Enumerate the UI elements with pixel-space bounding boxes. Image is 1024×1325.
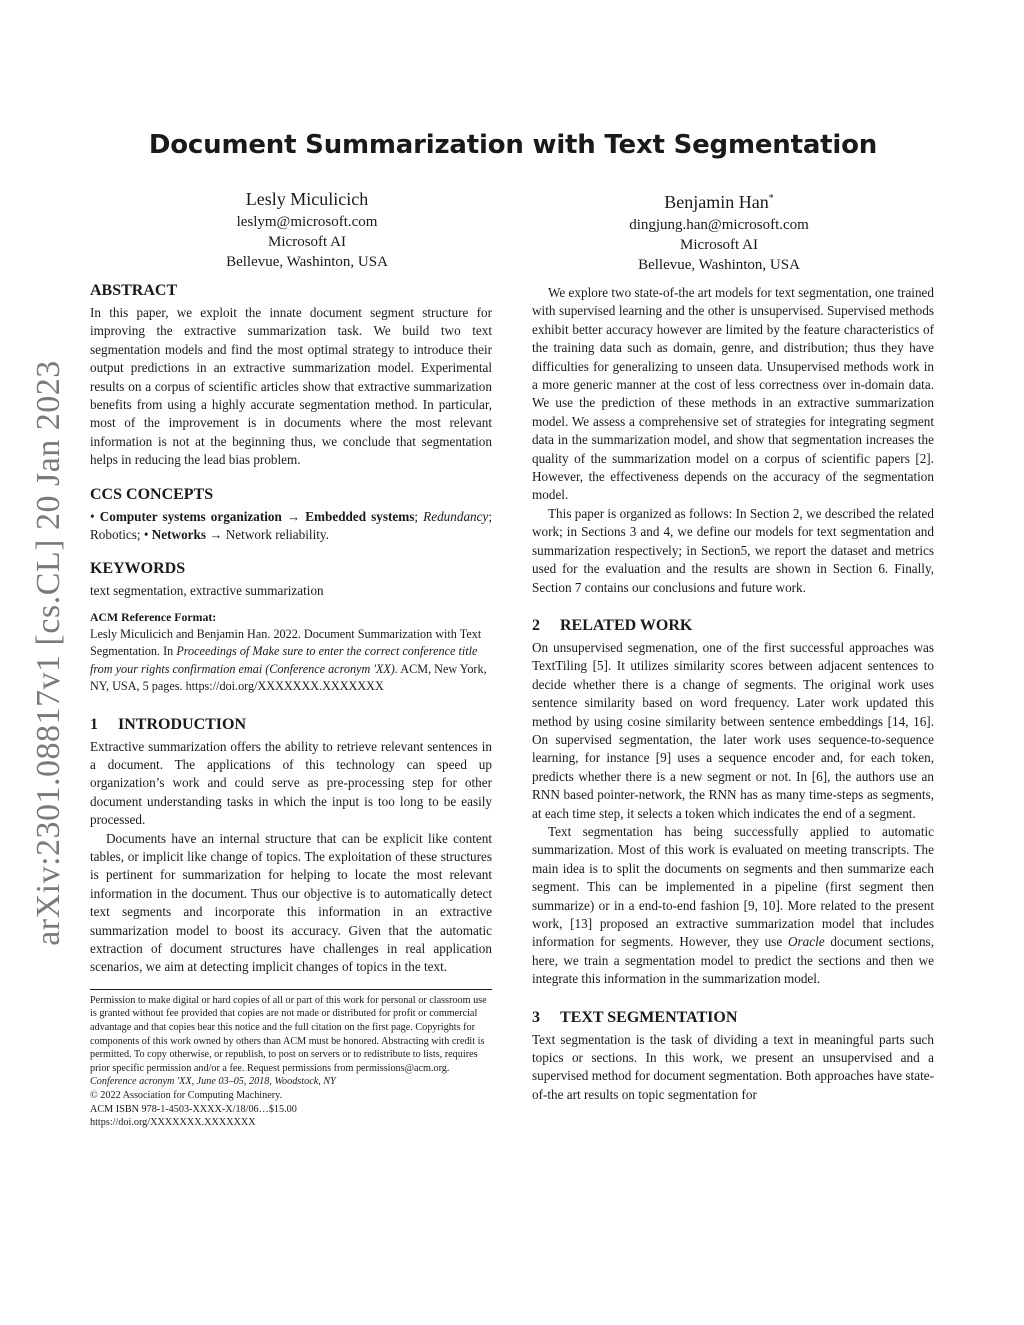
doi-link[interactable]: https://doi.org/XXXXXXX.XXXXXXX <box>90 1117 256 1129</box>
author-footnote-mark: * <box>768 193 774 204</box>
author-block-1 <box>127 186 487 272</box>
author-location: Bellevue, Washinton, USA <box>226 254 388 270</box>
permission-notice: Permission to make digital or hard copies of all or part of this work for personal or classroom use is granted without fee provided that copies are not made or distributed for profit or commercial advantage and that copies bear this notice and the full citation on the first page. Copyrights for components of this work owned by others than ACM must be honored. Abstracting with credit is permitted. To copy otherwise, or republish, to post on servers or to redistribute to lists, requires prior specific permission and/or a fee. Request permissions from permissions@acm.org. <box>90 994 487 1074</box>
related-work-heading: 2 RELATED WORK <box>532 616 693 634</box>
author-block-2 <box>539 186 899 275</box>
intro-continued-paragraph-1: We explore two state-of-the art models for text segmentation, one trained with supervised learning and the other is unsupervised. Supervised methods exhibit better accuracy however are limited by the feature characteristics of the training data such as domain, genre, and distribution; thus they have difficulties for generalizing to unseen data. Unsupervised methods work in a more generic manner at the cost of less correctness over in-domain data. We use the prediction of these methods in an extractive summarization model. We assess a comprehensive set of strategies for integrating segment data in the summarization model, and show that segmentation increases the quality of the summarization model on a corpus of scientific papers [2]. However, the effectiveness depends on the accuracy of the segmentation model. <box>532 285 935 503</box>
author-org: Microsoft AI <box>268 234 346 250</box>
author-org: Microsoft AI <box>680 237 758 253</box>
conference-info: Conference acronym 'XX, June 03–05, 2018, Woodstock, NY <box>90 1076 336 1088</box>
arxiv-id: arXiv:2301.08817v1 [cs.CL] 20 Jan 2023 <box>30 359 68 946</box>
isbn: ACM ISBN 978-1-4503-XXXX-X/18/06…$15.00 <box>90 1103 297 1115</box>
author-name: Benjamin Han* <box>664 192 774 212</box>
paper-title: Document Summarization with Text Segmentation <box>148 130 878 160</box>
left-column <box>90 280 492 1130</box>
introduction-paragraph-1: Extractive summarization offers the ability to retrieve relevant sentences in a document. The applications of this technology can speed up organization’s work and could serve as pre-processing step for other document understanding tasks in which the input is too long to be easily processed. <box>90 738 492 828</box>
right-column <box>532 284 934 1104</box>
abstract-heading: ABSTRACT <box>90 282 178 299</box>
text-segmentation-heading: 3 TEXT SEGMENTATION <box>532 1008 738 1026</box>
author-email[interactable]: leslym@microsoft.com <box>236 214 378 230</box>
author-location: Bellevue, Washinton, USA <box>638 257 800 273</box>
acm-reference-heading: ACM Reference Format: <box>90 609 217 624</box>
related-work-paragraph-2: Text segmentation has being successfully applied to automatic summarization. Most of this work is evaluated on meeting transcripts. The main idea is to split the documents on segments and then summarize each segment. This can be implemented in a pipeline (first segment then summarize) or in a end-to-end fashion [9, 10]. More related to the present work, [13] proposed an extractive summarization model that includes information for segments. However, they use Oracle document sections, here, we train a segmentation model to predict the sections and then we integrate this information in the summarization model. <box>532 823 934 987</box>
text-segmentation-paragraph: Text segmentation is the task of dividing a text in meaningful parts such topics or sections. In this work, we present an unsupervised and a supervised method for document segmentation. Both approaches have state-of-the art results on topic segmentation for <box>532 1031 934 1102</box>
footnote-rule <box>90 989 492 990</box>
ccs-concepts: • Computer systems organization → Embedded systems; Redundancy; Robotics; • Networks → Network reliability. <box>90 508 493 543</box>
copyright-notice: © 2022 Association for Computing Machinery. <box>90 1089 283 1101</box>
keywords-heading: KEYWORDS <box>90 560 186 578</box>
arxiv-sidebar-stamp <box>14 360 84 945</box>
abstract-text: In this paper, we exploit the innate document segment structure for improving the extractive summarization task. We build two text segmentation models and find the most optimal strategy to introduce their output predictions in an extractive summarization model. Experimental results on a corpus of scientific articles show that extractive summarization benefits from using a highly accurate segmentation method. In particular, most of the improvement is in documents where the most relevant information is not at the beginning thus, we conclude that segmentation helps in reducing the lead bias problem. <box>90 305 492 468</box>
related-work-paragraph-1: On unsupervised segmenation, one of the first successful approaches was TextTiling [5]. It utilizes similarity scores between adjacent sentences to decide whether there is a change of segments. The original work uses sentence similarity based on word frequency. Later work updated this method by using cosine similarity between sentence embeddings [14, 16]. On supervised segmentation, the later work uses sequence-to-sequence learning, for instance [9] uses a sequence encoder and, for each token, predicts whether there is a new segment or not. In [6], the authors use an RNN based pointer-network, the RNN has as many time-steps as segments, at each time step, it selects a token which indicates the end of a segment. <box>532 639 934 821</box>
author-email[interactable]: dingjung.han@microsoft.com <box>629 217 809 233</box>
introduction-paragraph-2: Documents have an internal structure that can be explicit like content tables, or implicit like change of topics. The exploitation of these structures is pertinent for summarization for helping to locate the most relevant information in the document. Thus our objective is to automatically detect text segments and incorporate this information in an extractive summarization model to boost its accuracy. Given that the automatic extraction of document structures have challenges in real application scenarios, we aim at detecting implicit changes of topics in the text. <box>90 830 492 975</box>
keywords-text: text segmentation, extractive summarization <box>90 583 324 599</box>
intro-continued-paragraph-2: This paper is organized as follows: In Section 2, we described the related work; in Sections 3 and 4, we define our models for text segmentation and summarization respectively; in Section5, we report the dataset and metrics used for the evaluation and the results are shown in Section 6. Finally, Section 7 contains our conclusions and future work. <box>532 505 934 595</box>
introduction-heading: 1 INTRODUCTION <box>90 715 247 733</box>
ccs-heading: CCS CONCEPTS <box>90 485 214 503</box>
author-name: Lesly Miculicich <box>245 189 369 209</box>
acm-reference-text: Lesly Miculicich and Benjamin Han. 2022. Document Summarization with Text Segmentation. In Proceedings of Make sure to enter the correct conference title from your rights confirmation emai (Conference acronym 'XX). ACM, New York, NY, USA, 5 pages. https://doi.org/XXXXXXX.XXXXXXX <box>90 626 487 694</box>
footnote <box>90 994 492 1130</box>
